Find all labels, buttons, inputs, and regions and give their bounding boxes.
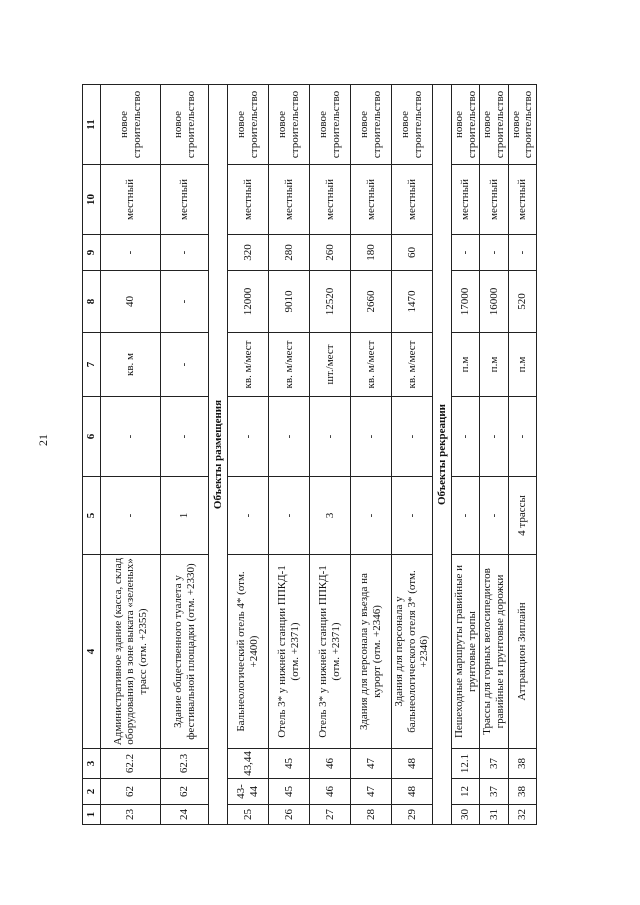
cell-status: новое строительство [351,85,392,165]
header-cell: 10 [83,165,101,235]
cell-c6: - [228,397,269,477]
section-title: Объекты размещения [209,85,228,825]
header-cell: 4 [83,555,101,749]
cell-value: 12520 [310,271,351,333]
cell-status: новое строительство [228,85,269,165]
cell-c2: 62 [161,779,209,805]
cell-c3: 47 [351,749,392,779]
table-row [101,85,161,825]
cell-c2: 48 [392,779,433,805]
cell-c3: 43,44 [228,749,269,779]
cell-index: 27 [310,805,351,825]
cell-index: 29 [392,805,433,825]
cell-object-name: Отель 3* у нижней станции ППКД-1 (отм. +2371) [269,555,310,749]
cell-status: новое строительство [508,85,536,165]
cell-significance: местный [228,165,269,235]
cell-value: - [161,271,209,333]
cell-c5: - [101,477,161,555]
cell-significance: местный [508,165,536,235]
cell-c6: - [310,397,351,477]
cell-c5: - [452,477,480,555]
cell-c3: 12.1 [452,749,480,779]
cell-capacity: 260 [310,235,351,271]
cell-c3: 38 [508,749,536,779]
cell-value: 12000 [228,271,269,333]
cell-capacity: - [101,235,161,271]
cell-c3: 45 [269,749,310,779]
cell-status: новое строительство [452,85,480,165]
cell-c2: 12 [452,779,480,805]
cell-value: 40 [101,271,161,333]
cell-significance: местный [101,165,161,235]
cell-value: 2660 [351,271,392,333]
cell-unit: - [161,333,209,397]
cell-significance: местный [310,165,351,235]
header-cell: 7 [83,333,101,397]
header-cell: 8 [83,271,101,333]
section-row [209,85,228,825]
section-row [433,85,452,825]
cell-significance: местный [161,165,209,235]
cell-unit: кв. м/мест [351,333,392,397]
cell-unit: п.м [452,333,480,397]
cell-object-name: Отель 3* у нижней станции ППКД-1 (отм. +2371) [310,555,351,749]
cell-c6: - [269,397,310,477]
cell-c5: - [480,477,508,555]
cell-c5: - [269,477,310,555]
cell-status: новое строительство [161,85,209,165]
cell-c3: 48 [392,749,433,779]
cell-significance: местный [351,165,392,235]
cell-capacity: - [161,235,209,271]
cell-c3: 62.3 [161,749,209,779]
cell-c6: - [351,397,392,477]
cell-capacity: 320 [228,235,269,271]
table-row [161,85,209,825]
cell-value: 9010 [269,271,310,333]
cell-index: 24 [161,805,209,825]
cell-c3: 62.2 [101,749,161,779]
cell-value: 17000 [452,271,480,333]
cell-c5: - [392,477,433,555]
header-cell: 3 [83,749,101,779]
cell-unit: шт./мест [310,333,351,397]
cell-index: 26 [269,805,310,825]
cell-value: 1470 [392,271,433,333]
header-cell: 2 [83,779,101,805]
cell-c5: 3 [310,477,351,555]
section-title: Объекты рекреации [433,85,452,825]
cell-index: 31 [480,805,508,825]
cell-unit: п.м [480,333,508,397]
cell-object-name: Аттракцион Зиплайн [508,555,536,749]
cell-object-name: Трассы для горных велосипедистов гравийные и грунтовые дорожки [480,555,508,749]
cell-unit: кв. м/мест [392,333,433,397]
objects-table [82,84,537,825]
header-cell: 1 [83,805,101,825]
cell-index: 28 [351,805,392,825]
cell-c3: 37 [480,749,508,779]
cell-index: 32 [508,805,536,825]
table-row [351,85,392,825]
cell-c2: 46 [310,779,351,805]
cell-c6: - [508,397,536,477]
cell-c5: 4 трассы [508,477,536,555]
cell-c6: - [452,397,480,477]
cell-object-name: Пешеходные маршруты гравийные и грунтовые тропы [452,555,480,749]
table-row [269,85,310,825]
table-row [310,85,351,825]
cell-c2: 45 [269,779,310,805]
cell-c2: 43-44 [228,779,269,805]
cell-index: 23 [101,805,161,825]
cell-unit: п.м [508,333,536,397]
table-row [392,85,433,825]
cell-object-name: Здание общественного туалета у фестивальной площадки (отм. +2330) [161,555,209,749]
cell-object-name: Административное здание (касса, склад оборудования) в зоне выката «зеленых» трасс (отм. +2355) [101,555,161,749]
cell-c5: - [228,477,269,555]
cell-unit: кв. м [101,333,161,397]
header-row [83,85,101,825]
table-row [480,85,508,825]
cell-object-name: Здания для персонала у въезда на курорт (отм. +2346) [351,555,392,749]
cell-significance: местный [269,165,310,235]
cell-c2: 47 [351,779,392,805]
cell-significance: местный [480,165,508,235]
cell-c6: - [480,397,508,477]
header-cell: 5 [83,477,101,555]
page-number: 21 [36,434,50,446]
cell-significance: местный [452,165,480,235]
cell-c5: - [351,477,392,555]
cell-c2: 37 [480,779,508,805]
cell-capacity: - [452,235,480,271]
cell-status: новое строительство [310,85,351,165]
cell-c6: - [392,397,433,477]
cell-index: 25 [228,805,269,825]
cell-unit: кв. м/мест [228,333,269,397]
header-cell: 9 [83,235,101,271]
cell-status: новое строительство [392,85,433,165]
cell-index: 30 [452,805,480,825]
rotated-table-container [82,85,547,825]
cell-significance: местный [392,165,433,235]
cell-c3: 46 [310,749,351,779]
cell-object-name: Бальнеологический отель 4* (отм. +2400) [228,555,269,749]
cell-c6: - [101,397,161,477]
header-cell: 6 [83,397,101,477]
table-row [228,85,269,825]
cell-capacity: 280 [269,235,310,271]
cell-capacity: - [508,235,536,271]
cell-c2: 62 [101,779,161,805]
cell-unit: кв. м/мест [269,333,310,397]
cell-value: 16000 [480,271,508,333]
cell-c5: 1 [161,477,209,555]
cell-capacity: - [480,235,508,271]
header-cell: 11 [83,85,101,165]
cell-value: 520 [508,271,536,333]
cell-status: новое строительство [480,85,508,165]
cell-capacity: 60 [392,235,433,271]
cell-object-name: Здания для персонала у бальнеологического отеля 3* (отм. +2346) [392,555,433,749]
cell-capacity: 180 [351,235,392,271]
cell-status: новое строительство [101,85,161,165]
cell-status: новое строительство [269,85,310,165]
cell-c6: - [161,397,209,477]
table-row [508,85,536,825]
table-row [452,85,480,825]
cell-c2: 38 [508,779,536,805]
